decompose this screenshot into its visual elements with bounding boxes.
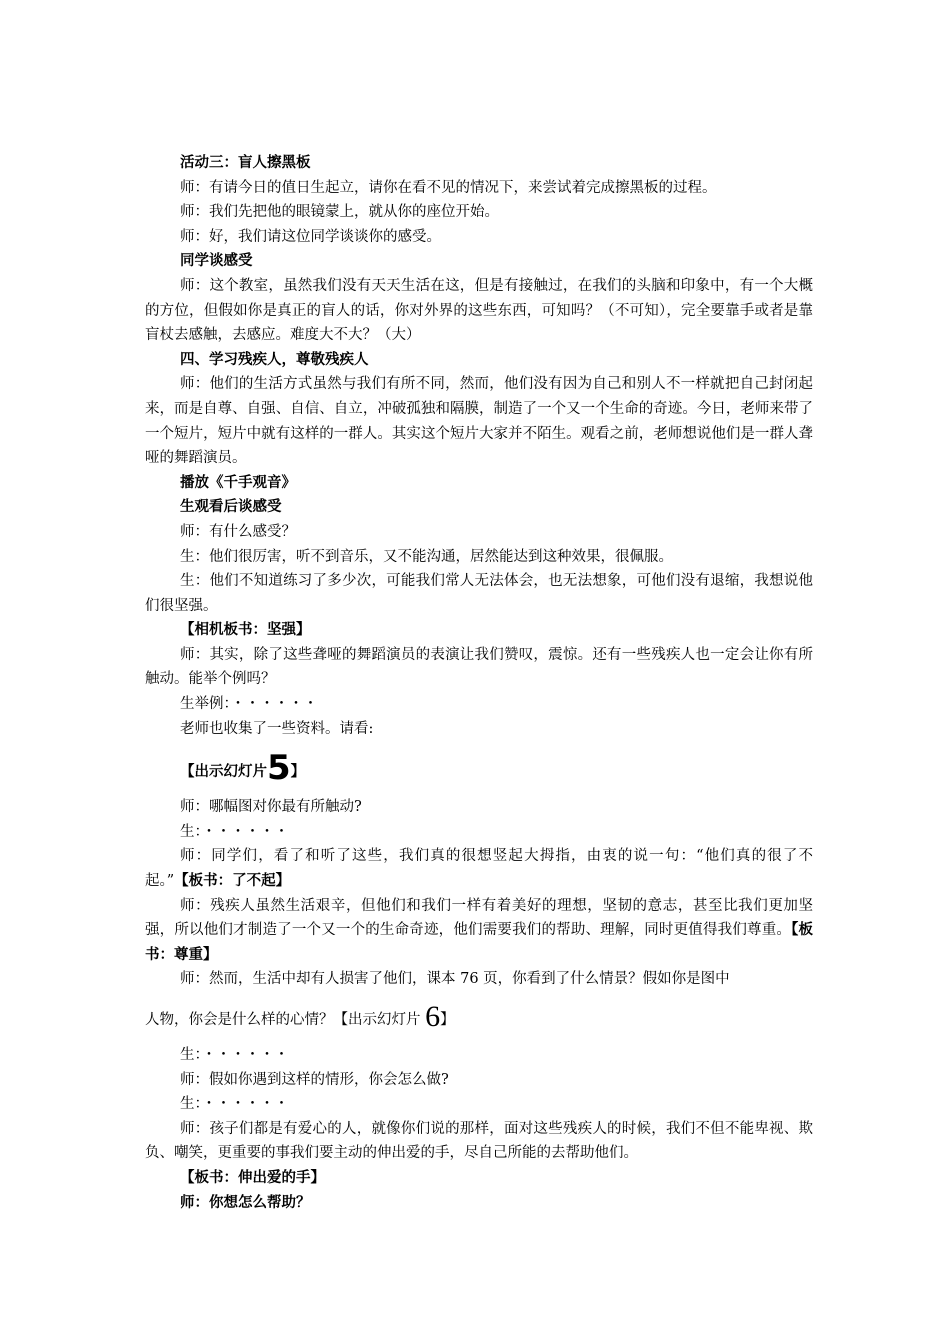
slide5-heading (145, 741, 813, 795)
activity3-heading: 活动三：盲人擦黑板 (180, 155, 311, 171)
paragraph: 师：这个教室，虽然我们没有天天生活在这，但是有接触过，在我们的头脑和印象中，有一个大概的方位，但假如你是真正的盲人的话，你对外界的这些东西，可知吗？（不可知），完全要靠手或者是靠盲杖去感触，去感应。难度大不大？（大） (145, 277, 813, 344)
slide6-number: 6 (425, 1000, 441, 1033)
paragraph (145, 894, 813, 968)
board-note: 【板书：了不起】 (174, 873, 291, 890)
paragraph: 生举例：・・・・・・ (180, 696, 318, 713)
paragraph: 师：哪幅图对你最有所触动? (180, 799, 362, 816)
board-note: 【板书：伸出爱的手】 (180, 1169, 325, 1186)
paragraph: 师：假如你遇到这样的情形，你会怎么做? (180, 1071, 449, 1088)
paragraph-text: 人物，你会是什么样的心情？【出示幻灯片 (145, 1012, 426, 1028)
paragraph-text: 师：同学们，看了和听了这些，我们真的很想竖起大拇指，由衷的说一句：“他们真的很了不起。” (145, 848, 813, 890)
slide5-prefix: 【出示幻灯片 (180, 764, 267, 781)
slide5-number: 5 (267, 748, 291, 789)
final-question: 师：你想怎么帮助？ (180, 1194, 311, 1211)
board-note: 【相机板书：坚强】 (180, 622, 311, 639)
paragraph: 生：・・・・・・ (180, 823, 289, 840)
paragraph-text: 师：残疾人虽然生活艰辛，但他们和我们一样有着美好的理想，坚韧的意志，甚至比我们更加坚强，所以他们才制造了一个又一个的生命奇迹，他们需要我们的帮助、理解，同时更值得我们尊重。 (145, 897, 813, 939)
paragraph: 师：好，我们请这位同学谈谈你的感受。 (180, 228, 441, 245)
play-heading: 播放《千手观音》 (180, 474, 296, 491)
feel-heading: 同学谈感受 (180, 253, 253, 270)
paragraph: 生：・・・・・・ (180, 1047, 289, 1063)
paragraph: 师：其实，除了这些聋哑的舞蹈演员的表演让我们赞叹，震惊。还有一些残疾人也一定会让你有所触动。能举个例吗？ (145, 646, 813, 688)
document-page (145, 151, 813, 1215)
paragraph: 师：他们的生活方式虽然与我们有所不同，然而，他们没有因为自己和别人不一样就把自己封闭起来，而是自尊、自强、自信、自立，冲破孤独和隔膜，制造了一个又一个生命的奇迹。今日，老师来带了一个短片，短片中就有这样的一群人。其实这个短片大家并不陌生。观看之前，老师想说他们是一群人聋哑的舞蹈演员。 (145, 376, 813, 467)
slide6-suffix: 】 (440, 1012, 455, 1028)
after-heading: 生观看后谈感受 (180, 499, 282, 516)
paragraph (145, 844, 813, 893)
paragraph: 师：孩子们都是有爱心的人，就像你们说的那样，面对这些残疾人的时候，我们不但不能卑视、欺负、嘲笑，更重要的事我们要主动的伸出爱的手，尽自己所能的去帮助他们。 (145, 1120, 813, 1162)
paragraph: 生：・・・・・・ (180, 1096, 289, 1113)
paragraph-continuation (145, 992, 813, 1043)
paragraph: 生：他们很厉害，听不到音乐，又不能沟通，居然能达到这种效果，很佩服。 (180, 548, 673, 565)
slide5-suffix: 】 (290, 764, 306, 781)
paragraph: 生：他们不知道练习了多少次，可能我们常人无法体会，也无法想象，可他们没有退缩，我想说他们很坚强。 (145, 573, 813, 614)
paragraph: 师：有什么感受？ (180, 523, 296, 540)
paragraph: 师：我们先把他的眼镜蒙上，就从你的座位开始。 (180, 204, 499, 221)
paragraph: 师：然而，生活中却有人损害了他们，课本 76 页，你看到了什么情景？假如你是图中 (180, 971, 730, 988)
section4-heading: 四、学习残疾人，尊敬残疾人 (180, 351, 369, 368)
paragraph: 师：有请今日的值日生起立，请你在看不见的情况下，来尝试着完成擦黑板的过程。 (180, 179, 717, 196)
paragraph: 老师也收集了一些资料。请看: (180, 720, 374, 737)
board-note: 【板书：尊重】 (145, 922, 813, 963)
